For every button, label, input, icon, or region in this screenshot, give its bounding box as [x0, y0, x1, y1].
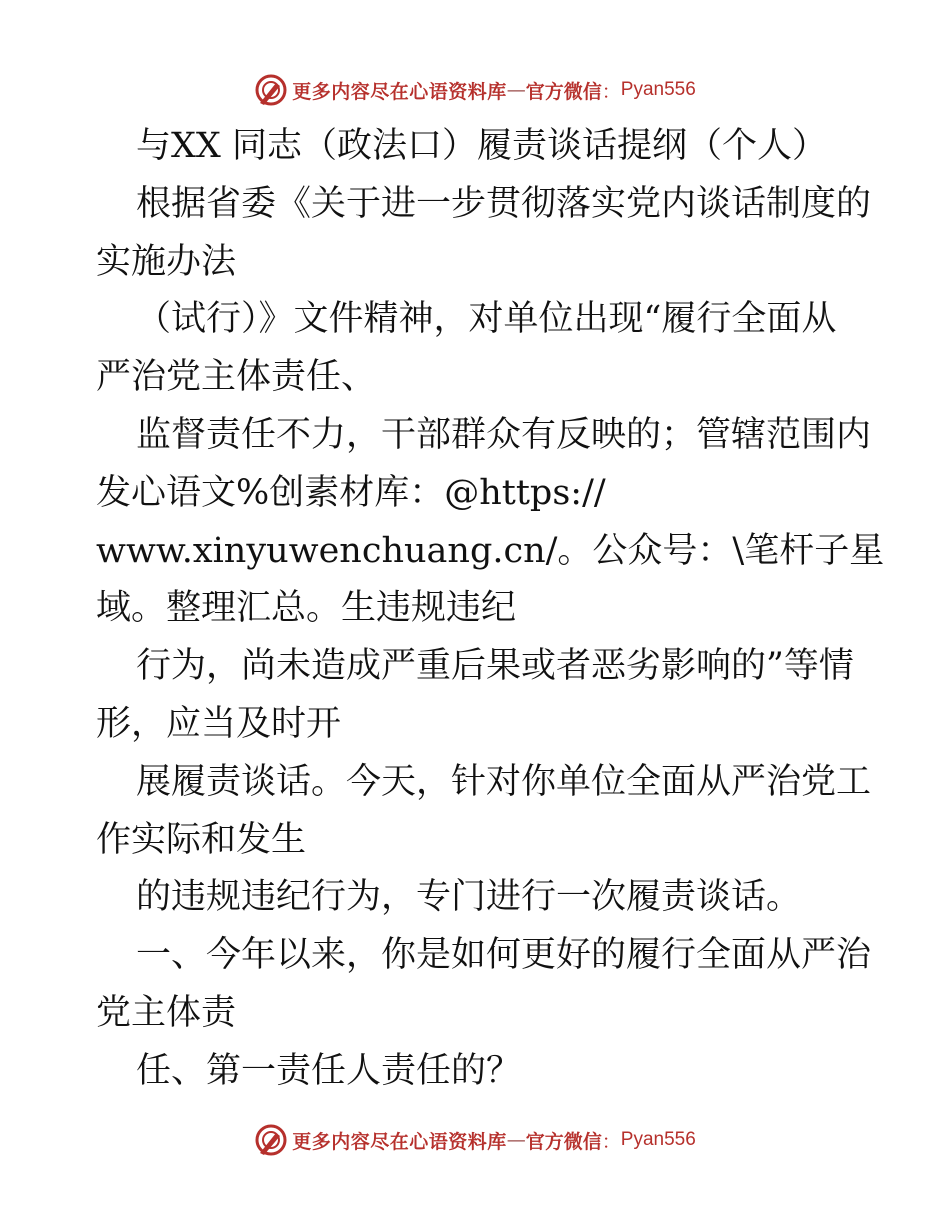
section-heading-line: 党主体责: [96, 992, 237, 1033]
document-body: [96, 118, 885, 1101]
document-title: 与XX 同志（政法口）履责谈话提纲（个人）: [136, 126, 827, 166]
paragraph-line: 根据省委《关于进一步贯彻落实党内谈话制度的: [136, 183, 872, 224]
footer-banner: [0, 1120, 950, 1160]
paragraph-line: 的违规违纪行为，专门进行一次履责谈话。: [136, 877, 802, 918]
pen-logo-icon: [254, 73, 288, 107]
paragraph-line: 形，应当及时开: [96, 703, 342, 744]
banner-colon: ：: [601, 80, 621, 103]
pen-logo-icon: [254, 1123, 288, 1157]
paragraph-line: 作实际和发生: [96, 819, 307, 860]
banner-colon: ：: [601, 1130, 621, 1153]
paragraph-line: 发心语文%创素材库：@https://: [96, 472, 606, 513]
banner-separator: —: [506, 79, 526, 101]
section-heading-line: 任、第一责任人责任的？: [136, 1050, 522, 1091]
banner-main-text: 更多内容尽在心语资料库: [292, 80, 507, 103]
paragraph-line: 域。整理汇总。生违规违纪: [96, 588, 517, 629]
paragraph-line: 严治党主体责任、: [96, 357, 377, 398]
paragraph-line: 展履责谈话。今天，针对你单位全面从严治党工: [136, 761, 872, 802]
header-banner: [0, 70, 950, 110]
section-heading-line: 一、今年以来，你是如何更好的履行全面从严治: [136, 935, 872, 976]
banner-wechat-label: 官方微信: [525, 80, 602, 103]
banner-wechat-label: 官方微信: [525, 1130, 602, 1153]
banner-wechat-id: Pyan556: [620, 1129, 696, 1150]
paragraph-line: 监督责任不力，干部群众有反映的；管辖范围内: [136, 414, 872, 455]
banner-wechat-id: Pyan556: [620, 79, 696, 100]
banner-separator: —: [506, 1129, 526, 1151]
paragraph-line: www.xinyuwenchuang.cn/。公众号：\笔杆子星: [96, 530, 885, 571]
banner-main-text: 更多内容尽在心语资料库: [292, 1130, 507, 1153]
paragraph-line: 实施办法: [96, 241, 237, 282]
paragraph-line: （试行）》文件精神，对单位出现“履行全面从: [136, 299, 837, 340]
paragraph-line: 行为，尚未造成严重后果或者恶劣影响的”等情: [136, 646, 854, 687]
